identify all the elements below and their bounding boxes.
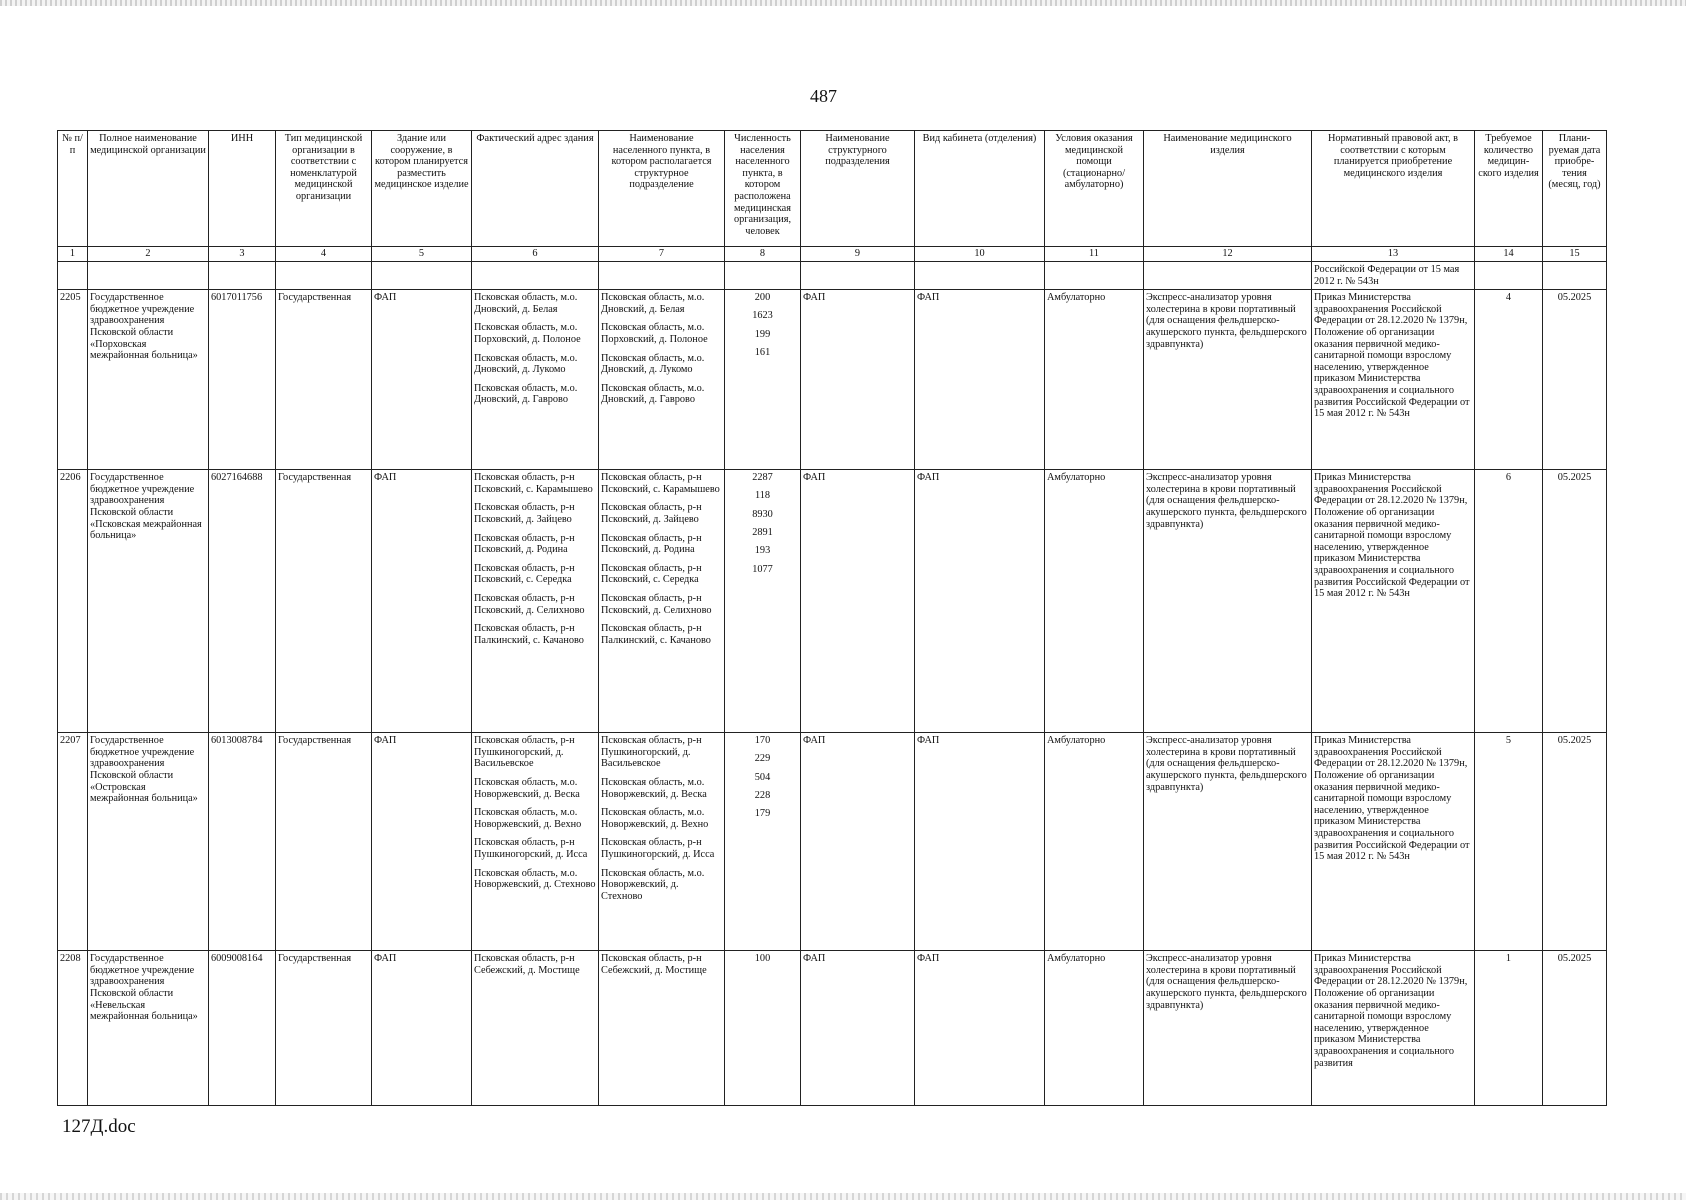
addresses-cell <box>472 290 599 470</box>
column-number: 9 <box>801 247 915 262</box>
care-conditions: Амбулаторно <box>1045 470 1144 733</box>
locality: Псковская область, р-н Псковский, д. Зайцево <box>601 502 702 525</box>
inn: 6027164688 <box>209 470 276 733</box>
column-number: 10 <box>915 247 1045 262</box>
population-value: 2287 <box>752 472 773 484</box>
care-conditions: Амбулаторно <box>1045 733 1144 951</box>
org-type: Государственная <box>276 290 372 470</box>
column-number: 2 <box>88 247 209 262</box>
continuation-act-text: Российской Федерации от 15 мая 2012 г. № 543н <box>1312 262 1475 290</box>
org-type: Государственная <box>276 470 372 733</box>
empty-cell <box>372 262 472 290</box>
locality: Псковская область, р-н Пушкиногорский, д. Исса <box>601 837 715 860</box>
address: Псковская область, м.о. Новоржевский, д. Стехново <box>474 867 596 891</box>
address: Псковская область, м.о. Дновский, д. Белая <box>474 292 578 315</box>
population-value: 229 <box>754 753 771 765</box>
org-type: Государственная <box>276 951 372 1106</box>
population-value: 161 <box>754 347 771 359</box>
device-name: Экспресс-анализатор уровня холестерина в крови портативный (для оснащения фельдшерско-акушерского пункта, фельдшерского здравпункта) <box>1144 470 1312 733</box>
population-value: 100 <box>754 953 771 965</box>
table-row <box>58 951 1607 1106</box>
org-name: Государственное бюджетное учреждение здравоохранения Псковской области «Невельская межрайонная больница» <box>88 951 209 1106</box>
device-name: Экспресс-анализатор уровня холестерина в крови портативный (для оснащения фельдшерско-акушерского пункта, фельдшерского здравпункта) <box>1144 733 1312 951</box>
column-number: 1 <box>58 247 88 262</box>
header-cell: Тип медицинской организации в соответствии с номенклатурой медицинской организации <box>276 131 372 247</box>
empty-cell <box>472 262 599 290</box>
empty-cell <box>209 262 276 290</box>
scan-edge-bottom <box>0 1193 1686 1200</box>
empty-cell <box>801 262 915 290</box>
address: Псковская область, р-н Псковский, д. Селихново <box>474 592 585 616</box>
column-number: 3 <box>209 247 276 262</box>
row-number: 2206 <box>58 470 88 733</box>
column-number: 15 <box>1543 247 1607 262</box>
building: ФАП <box>372 470 472 733</box>
unit-name: ФАП <box>801 951 915 1106</box>
footer-filename: 127Д.doc <box>62 1116 136 1137</box>
empty-cell <box>1045 262 1144 290</box>
column-number: 12 <box>1144 247 1312 262</box>
header-cell: Требуемое количество медицин-ского изделия <box>1475 131 1543 247</box>
population-value: 1623 <box>752 310 773 322</box>
locality: Псковская область, м.о. Порховский, д. Полоное <box>601 322 708 345</box>
locality: Псковская область, р-н Псковский, д. Родина <box>601 532 702 556</box>
quantity: 1 <box>1475 951 1543 1106</box>
building: ФАП <box>372 290 472 470</box>
header-cell: Нормативный правовой акт, в соответствии с которым планируется приобретение медицинского изделия <box>1312 131 1475 247</box>
planned-date: 05.2025 <box>1543 290 1607 470</box>
row-number: 2205 <box>58 290 88 470</box>
legal-act: Приказ Министерства здравоохранения Российской Федерации от 28.12.2020 № 1379н, Положение об организации оказания первичной медико-санитарной помощи взрослому населению, утвержденное приказом Министерства здравоохранения и социального развития Российской Федерации от 15 мая 2012 г. № 543н <box>1312 733 1475 951</box>
address: Псковская область, р-н Палкинский, с. Качаново <box>474 623 584 646</box>
population-value: 199 <box>754 328 771 340</box>
org-name: Государственное бюджетное учреждение здравоохранения Псковской области «Порховская межрайонная больница» <box>88 290 209 470</box>
empty-cell <box>1144 262 1312 290</box>
population-value: 8930 <box>752 508 773 520</box>
population-value: 1077 <box>752 563 773 575</box>
empty-cell <box>1475 262 1543 290</box>
planned-date: 05.2025 <box>1543 733 1607 951</box>
empty-cell <box>1543 262 1607 290</box>
scan-edge-top <box>0 0 1686 6</box>
device-name: Экспресс-анализатор уровня холестерина в крови портативный (для оснащения фельдшерско-акушерского пункта, фельдшерского здравпункта) <box>1144 290 1312 470</box>
inn: 6013008784 <box>209 733 276 951</box>
unit-name: ФАП <box>801 470 915 733</box>
care-conditions: Амбулаторно <box>1045 951 1144 1106</box>
column-number: 8 <box>725 247 801 262</box>
population-value: 200 <box>754 292 771 304</box>
empty-cell <box>88 262 209 290</box>
building: ФАП <box>372 733 472 951</box>
table-row <box>58 733 1607 951</box>
header-cell: Полное наименование медицинской организации <box>88 131 209 247</box>
address: Псковская область, р-н Псковский, д. Родина <box>474 532 575 556</box>
locality: Псковская область, м.о. Новоржевский, д. Вехно <box>601 807 709 830</box>
legal-act: Приказ Министерства здравоохранения Российской Федерации от 28.12.2020 № 1379н, Положение об организации оказания первичной медико-санитарной помощи взрослому населению, утвержденное приказом Министерства здравоохранения и социального развития <box>1312 951 1475 1106</box>
addresses-cell <box>472 733 599 951</box>
planned-date: 05.2025 <box>1543 951 1607 1106</box>
cabinet-type: ФАП <box>915 470 1045 733</box>
cabinet-type: ФАП <box>915 290 1045 470</box>
org-name: Государственное бюджетное учреждение здравоохранения Псковской области «Псковская межрайонная больница» <box>88 470 209 733</box>
table-row <box>58 470 1607 733</box>
continuation-row <box>58 262 1607 290</box>
header-cell: Здание или сооружение, в котором планируется разместить медицинское изделие <box>372 131 472 247</box>
planned-date: 05.2025 <box>1543 470 1607 733</box>
locality: Псковская область, м.о. Новоржевский, д. Веска <box>601 776 707 800</box>
column-number-row <box>58 247 1607 262</box>
population-value: 504 <box>754 771 771 783</box>
care-conditions: Амбулаторно <box>1045 290 1144 470</box>
device-name: Экспресс-анализатор уровня холестерина в крови портативный (для оснащения фельдшерско-акушерского пункта, фельдшерского здравпункта) <box>1144 951 1312 1106</box>
legal-act: Приказ Министерства здравоохранения Российской Федерации от 28.12.2020 № 1379н, Положение об организации оказания первичной медико-санитарной помощи взрослому населению, утвержденное приказом Министерства здравоохранения и социального развития Российской Федерации от 15 мая 2012 г. № 543н <box>1312 290 1475 470</box>
localities-cell <box>599 733 725 951</box>
locality: Псковская область, р-н Псковский, с. Карамышево <box>601 472 720 495</box>
quantity: 4 <box>1475 290 1543 470</box>
header-cell: Наименование населенного пункта, в котором располагается структурное подразделение <box>599 131 725 247</box>
population-cell <box>725 470 801 733</box>
inn: 6017011756 <box>209 290 276 470</box>
address: Псковская область, м.о. Дновский, д. Гаврово <box>474 382 578 406</box>
empty-cell <box>599 262 725 290</box>
equipment-table <box>57 130 1607 1106</box>
empty-cell <box>725 262 801 290</box>
building: ФАП <box>372 951 472 1106</box>
page-number: 487 <box>810 86 837 106</box>
locality: Псковская область, м.о. Дновский, д. Гаврово <box>601 382 705 406</box>
locality: Псковская область, м.о. Новоржевский, д. Стехново <box>601 867 705 902</box>
quantity: 6 <box>1475 470 1543 733</box>
population-cell <box>725 733 801 951</box>
header-cell: Условия оказания медицинской помощи (стационарно/ амбулаторно) <box>1045 131 1144 247</box>
header-cell: № п/п <box>58 131 88 247</box>
column-number: 14 <box>1475 247 1543 262</box>
unit-name: ФАП <box>801 290 915 470</box>
population-value: 228 <box>754 790 771 802</box>
org-type: Государственная <box>276 733 372 951</box>
locality: Псковская область, р-н Псковский, с. Середка <box>601 562 702 586</box>
population-value: 2891 <box>752 527 773 539</box>
address: Псковская область, р-н Псковский, д. Зайцево <box>474 502 575 525</box>
population-value: 170 <box>754 735 771 747</box>
header-cell: Численность населения населенного пункта, в котором расположена медицинская организация, человек <box>725 131 801 247</box>
column-number: 7 <box>599 247 725 262</box>
population-value: 193 <box>754 545 771 557</box>
population-cell <box>725 951 801 1106</box>
address: Псковская область, м.о. Дновский, д. Лукомо <box>474 352 578 376</box>
localities-cell <box>599 470 725 733</box>
header-cell: Плани-руемая дата приобре-тения (месяц, год) <box>1543 131 1607 247</box>
cabinet-type: ФАП <box>915 951 1045 1106</box>
column-number: 4 <box>276 247 372 262</box>
population-cell <box>725 290 801 470</box>
org-name: Государственное бюджетное учреждение здравоохранения Псковской области «Островская межрайонная больница» <box>88 733 209 951</box>
locality: Псковская область, р-н Себежский, д. Мостище <box>601 953 707 976</box>
row-number: 2208 <box>58 951 88 1106</box>
localities-cell <box>599 290 725 470</box>
header-cell: Наименование структурного подразделения <box>801 131 915 247</box>
locality: Псковская область, р-н Пушкиногорский, д. Васильевское <box>601 735 702 770</box>
address: Псковская область, р-н Себежский, д. Мостище <box>474 953 580 976</box>
localities-cell <box>599 951 725 1106</box>
population-value: 118 <box>754 490 771 502</box>
header-cell: Вид кабинета (отделения) <box>915 131 1045 247</box>
quantity: 5 <box>1475 733 1543 951</box>
locality: Псковская область, м.о. Дновский, д. Белая <box>601 292 705 315</box>
locality: Псковская область, р-н Палкинский, с. Качаново <box>601 623 711 646</box>
address: Псковская область, м.о. Порховский, д. Полоное <box>474 322 581 345</box>
empty-cell <box>276 262 372 290</box>
unit-name: ФАП <box>801 733 915 951</box>
header-cell: Наименование медицинского изделия <box>1144 131 1312 247</box>
header-row <box>58 131 1607 247</box>
empty-cell <box>58 262 88 290</box>
inn: 6009008164 <box>209 951 276 1106</box>
column-number: 13 <box>1312 247 1475 262</box>
address: Псковская область, р-н Пушкиногорский, д. Васильевское <box>474 735 575 770</box>
address: Псковская область, р-н Псковский, с. Карамышево <box>474 472 593 495</box>
address: Псковская область, р-н Псковский, с. Середка <box>474 562 575 586</box>
table-row <box>58 290 1607 470</box>
addresses-cell <box>472 951 599 1106</box>
row-number: 2207 <box>58 733 88 951</box>
column-number: 5 <box>372 247 472 262</box>
legal-act: Приказ Министерства здравоохранения Российской Федерации от 28.12.2020 № 1379н, Положение об организации оказания первичной медико-санитарной помощи взрослому населению, утвержденное приказом Министерства здравоохранения и социального развития Российской Федерации от 15 мая 2012 г. № 543н <box>1312 470 1475 733</box>
cabinet-type: ФАП <box>915 733 1045 951</box>
address: Псковская область, м.о. Новоржевский, д. Вехно <box>474 807 582 830</box>
header-cell: Фактический адрес здания <box>472 131 599 247</box>
population-value: 179 <box>754 808 771 820</box>
column-number: 6 <box>472 247 599 262</box>
address: Псковская область, м.о. Новоржевский, д. Веска <box>474 776 580 800</box>
column-number: 11 <box>1045 247 1144 262</box>
locality: Псковская область, р-н Псковский, д. Селихново <box>601 592 712 616</box>
addresses-cell <box>472 470 599 733</box>
empty-cell <box>915 262 1045 290</box>
address: Псковская область, р-н Пушкиногорский, д. Исса <box>474 837 588 860</box>
header-cell: ИНН <box>209 131 276 247</box>
locality: Псковская область, м.о. Дновский, д. Лукомо <box>601 352 705 376</box>
